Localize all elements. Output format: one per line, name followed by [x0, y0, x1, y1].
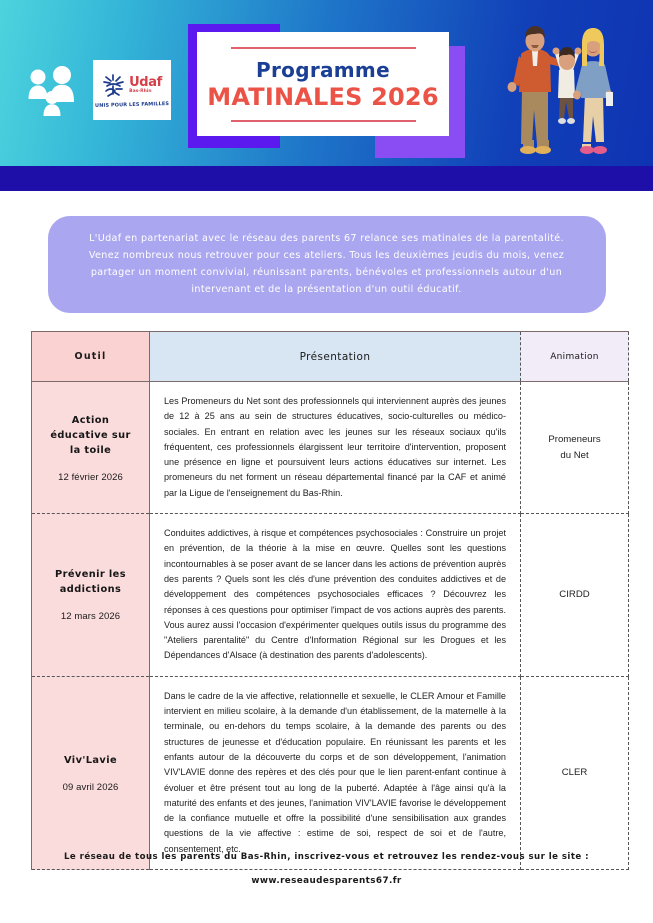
page-title-primary: Programme: [256, 57, 390, 82]
page-title-secondary: MATINALES 2026: [207, 82, 439, 111]
udaf-region: Bas-Rhin: [129, 89, 152, 95]
outil-title: Prévenir les addictions: [55, 569, 126, 596]
cell-outil: [32, 676, 150, 869]
outil-date: 12 mars 2026: [60, 611, 121, 623]
column-header-outil: Outil: [32, 332, 150, 382]
udaf-logo: [93, 60, 171, 120]
column-header-presentation: Présentation: [150, 332, 521, 382]
page-header: [0, 0, 653, 166]
programme-table: [31, 331, 629, 870]
title-rule-bottom: [231, 120, 416, 122]
header-bottom-band: [0, 166, 653, 191]
intro-section: [0, 191, 653, 313]
title-card: [197, 32, 449, 136]
cell-animation: Promeneurs du Net: [521, 382, 629, 514]
udaf-name: Udaf: [129, 75, 162, 91]
column-header-animation: Animation: [521, 332, 629, 382]
programme-table-wrapper: [31, 331, 628, 870]
family-group-icon: [27, 66, 85, 116]
cell-animation: CIRDD: [521, 514, 629, 677]
cell-presentation: Dans le cadre de la vie affective, relationnelle et sexuelle, le CLER Amour et Famille intervient en milieu scolaire, à la demande d'un établissement, de la maternelle à la terminale, ou en-dehors du temps scolaire, à la demande des parents ou des structures de jeunesse et d'éducation populaire. En réunissant les parents et les enfants autour de la découverte du corps et de son développement, l'animation VIV'LAVIE donne des repères et des clés pour que le lien parent-enfant continue à évoluer et être présent tout au long de la puberté. Adaptée à l'âge ainsi qu'à la maturité des enfants et des jeunes, l'animation VIV'LAVIE favorise le développement de la confiance mutuelle et offre la possibilité d'une sensibilisation aux grandes questions de la vie affective : estime de soi, respect de soi et de l'autre, consentement, etc.: [150, 676, 521, 869]
family-illustration: [503, 22, 625, 154]
udaf-wordmark: [129, 76, 162, 95]
cell-animation: CLER: [521, 676, 629, 869]
footer-website[interactable]: www.reseaudesparents67.fr: [251, 876, 402, 886]
outil-title: Viv'Lavie: [64, 754, 117, 766]
udaf-logo-row: [102, 73, 162, 99]
outil-date: 09 avril 2026: [62, 781, 119, 793]
title-rule-top: [231, 47, 416, 49]
outil-date: 12 février 2026: [58, 471, 123, 483]
table-row: [32, 382, 629, 514]
table-head: [32, 332, 629, 382]
udaf-burst-mark: [102, 73, 126, 99]
udaf-tagline: UNIS POUR LES FAMILLES: [94, 100, 170, 109]
table-row: [32, 676, 629, 869]
cell-outil: [32, 514, 150, 677]
cell-outil: [32, 382, 150, 514]
table-body: [32, 382, 629, 870]
outil-title: Action éducative sur la toile: [50, 414, 131, 456]
table-header-row: [32, 332, 629, 382]
cell-presentation: Conduites addictives, à risque et compétences psychosociales : Construire un projet en prévention, de la théorie à la mise en œuvre. Quelles sont les questions incontournables à se poser avant de se lancer dans les actions de prévention auprès des parents ? Quels sont les clés d'une prévention des conduites addictives et de développement des compétences psychosociales efficaces ? Découvrez les réponses à ces questions pour optimiser l'impact de vos actions auprès des parents. Vous aurez aussi l'occasion d'expérimenter quelques outils issus du programme des "Ateliers parentalité" du Centre d'Information Régional sur les Drogues et les Dépendances d'Alsace (à destination des parents d'adolescents).: [150, 514, 521, 677]
intro-text: L'Udaf en partenariat avec le réseau des parents 67 relance ses matinales de la parentalité. Venez nombreux nous retrouver pour ces ateliers. Tous les deuxièmes jeudis du mois, venez partager un moment convivial, réunissant parents, bénévoles et professionnels autour d'un intervenant et de la présentation d'un outil éducatif.: [48, 216, 606, 313]
page-footer: [0, 852, 653, 886]
footer-message: Le réseau de tous les parents du Bas-Rhin, inscrivez-vous et retrouvez les rendez-vous sur le site :: [64, 852, 589, 862]
cell-presentation: Les Promeneurs du Net sont des professionnels qui interviennent auprès des jeunes de 12 à 25 ans au sein de structures éducatives, socio-culturelles ou médico-sociales. En entrant en relation avec les jeunes sur les réseaux sociaux qu'ils fréquentent, ces professionnels élargissent leur territoire d'intervention, proposent une présence en ligne et poursuivent leurs actions éducatives sur internet. Les promeneurs du net forment un réseau départemental financé par la CAF et animé par la Ligue de l'enseignement du Bas-Rhin.: [150, 382, 521, 514]
table-row: [32, 514, 629, 677]
